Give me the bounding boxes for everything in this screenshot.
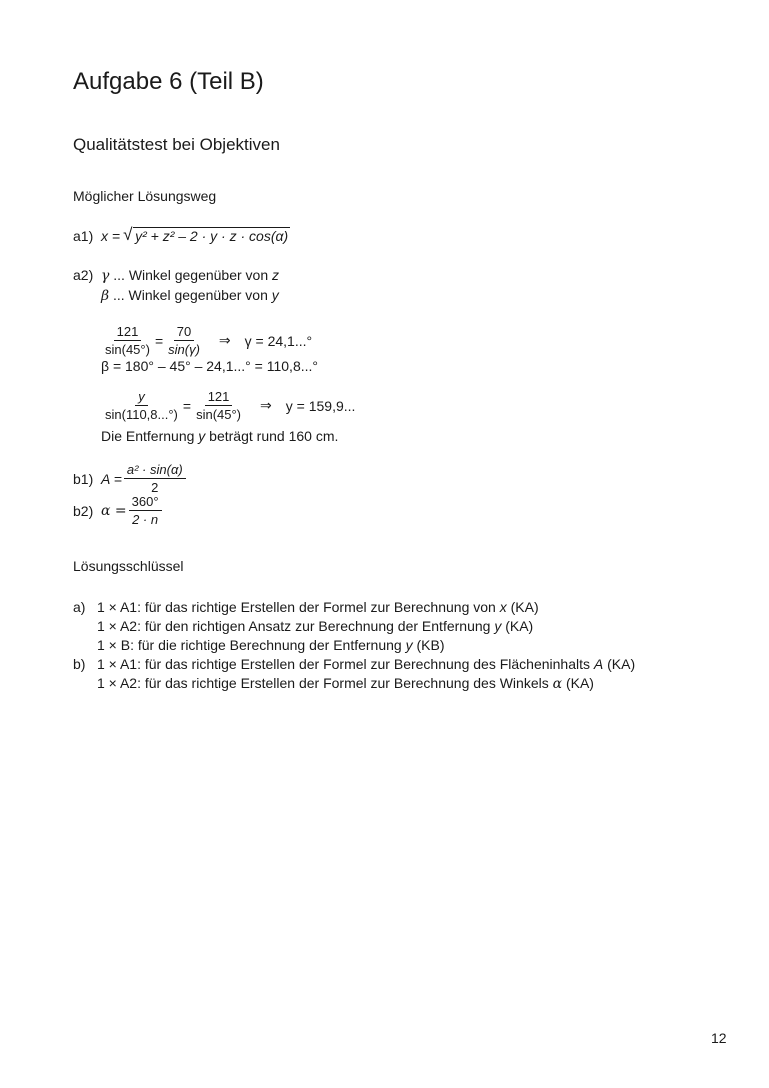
eq2-fraction-1 bbox=[102, 389, 181, 422]
b1-lhs: A = bbox=[101, 470, 122, 487]
a2-beta: β bbox=[101, 288, 110, 304]
key-a2-var: y bbox=[494, 618, 502, 634]
key-a1-post: (KA) bbox=[506, 599, 539, 615]
eq1-fraction-1 bbox=[102, 324, 153, 357]
key-heading: Lösungsschlüssel bbox=[73, 558, 184, 574]
page-title: Aufgabe 6 (Teil B) bbox=[73, 68, 264, 95]
a1-label: a1) bbox=[73, 228, 94, 244]
implies-arrow-icon: ⇒ bbox=[218, 332, 231, 348]
b1-num: a² · sin(α) bbox=[124, 462, 186, 479]
key-b1-var: A bbox=[593, 656, 604, 672]
eq2-den1: sin(110,8...°) bbox=[105, 407, 178, 422]
eq2-result: y = 159,9... bbox=[285, 397, 356, 414]
conclusion-var: y bbox=[198, 428, 206, 444]
b1-label: b1) bbox=[73, 470, 94, 487]
b1-den: 2 bbox=[151, 480, 159, 495]
a2-beta-line: β = 180° – 45° – 24,1...° = 110,8...° bbox=[101, 358, 318, 374]
b2-label: b2) bbox=[73, 502, 94, 519]
key-a1-var: x bbox=[499, 599, 507, 615]
key-a1-text: 1 × A1: für das richtige Erstellen der Formel zur Berechnung von bbox=[97, 599, 500, 615]
a1-lhs: x = bbox=[101, 228, 121, 244]
eq2-equals: = bbox=[182, 397, 192, 414]
implies-arrow-icon: ⇒ bbox=[260, 397, 272, 413]
solution-heading: Möglicher Lösungsweg bbox=[73, 188, 217, 204]
a2-line2-text: ... Winkel gegenüber von bbox=[109, 287, 272, 303]
eq1-result: γ = 24,1...° bbox=[244, 332, 313, 349]
page-number: 12 bbox=[711, 1030, 727, 1046]
key-a3-post: (KB) bbox=[412, 637, 445, 653]
a2-conclusion bbox=[101, 427, 338, 445]
eq1-num1: 121 bbox=[114, 324, 142, 341]
key-b1-post: (KA) bbox=[603, 656, 636, 672]
key-a-line2 bbox=[97, 617, 533, 635]
key-a-line1 bbox=[73, 598, 539, 616]
page-subtitle: Qualitätstest bei Objektiven bbox=[73, 135, 280, 154]
a2-equation-1 bbox=[100, 324, 312, 357]
b2-fraction bbox=[129, 494, 162, 527]
sqrt-icon: √ bbox=[123, 225, 133, 244]
conclusion-pre: Die Entfernung bbox=[101, 428, 199, 444]
a2-line2-var: y bbox=[271, 287, 279, 303]
key-b1-text: 1 × A1: für das richtige Erstellen der Formel zur Berechnung des Flächeninhalts bbox=[97, 656, 594, 672]
conclusion-post: beträgt rund 160 cm. bbox=[205, 428, 339, 444]
eq1-num2: 70 bbox=[174, 324, 194, 341]
a1-formula bbox=[73, 225, 290, 244]
b1-fraction bbox=[124, 462, 186, 495]
eq1-equals: = bbox=[154, 332, 164, 349]
key-b-line1 bbox=[73, 655, 635, 673]
key-a2-text: 1 × A2: für den richtigen Ansatz zur Berechnung der Entfernung bbox=[97, 618, 495, 634]
key-b2-text: 1 × A2: für das richtige Erstellen der Formel zur Berechnung des Winkels bbox=[97, 675, 553, 691]
eq2-num1: y bbox=[135, 389, 148, 406]
key-b-line2 bbox=[97, 674, 594, 693]
eq1-den2: sin(γ) bbox=[168, 342, 200, 357]
b2-den: 2 · n bbox=[132, 512, 159, 527]
a2-line1-var: z bbox=[272, 267, 280, 283]
b1-formula bbox=[73, 462, 188, 495]
key-b-label: b) bbox=[73, 656, 86, 672]
a1-sqrt bbox=[123, 225, 290, 244]
a2-equation-2 bbox=[100, 389, 355, 422]
a1-radicand: y² + z² – 2 · y · z · cos(α) bbox=[135, 228, 289, 244]
a2-line1-text: ... Winkel gegenüber von bbox=[109, 267, 273, 283]
key-b2-post: (KA) bbox=[562, 675, 594, 691]
eq2-fraction-2 bbox=[193, 389, 244, 422]
key-a2-post: (KA) bbox=[501, 618, 534, 634]
b2-num: 360° bbox=[129, 494, 162, 511]
eq1-den1: sin(45°) bbox=[105, 342, 150, 357]
key-b2-var: α bbox=[552, 676, 563, 692]
key-a-line3 bbox=[97, 636, 444, 654]
a2-label: a2) bbox=[73, 267, 94, 283]
key-a3-var: y bbox=[405, 637, 413, 653]
b2-lhs: α = bbox=[101, 502, 127, 519]
eq1-fraction-2 bbox=[165, 324, 203, 357]
b2-formula bbox=[73, 494, 164, 527]
eq2-num2: 121 bbox=[205, 389, 233, 406]
a2-line1 bbox=[73, 266, 279, 285]
eq2-den2: sin(45°) bbox=[196, 407, 242, 422]
a2-line2 bbox=[101, 286, 279, 305]
key-a3-text: 1 × B: für die richtige Berechnung der Entfernung bbox=[97, 637, 406, 653]
key-a-label: a) bbox=[73, 599, 86, 615]
a2-gamma: γ bbox=[101, 268, 110, 284]
